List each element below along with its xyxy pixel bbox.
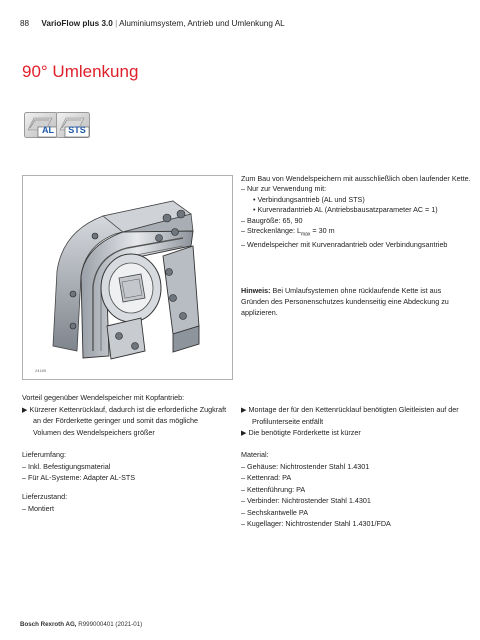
length-prefix: – Streckenlänge: L (241, 226, 301, 236)
scope-item: – Für AL-Systeme: Adapter AL-STS (22, 473, 136, 482)
al-badge (24, 112, 58, 138)
length-subscript: max (300, 231, 311, 238)
description-item: – Baugröße: 65, 90 (241, 215, 303, 225)
header-separator: | (115, 19, 118, 28)
figure-number: 24165 (35, 368, 47, 373)
condition-block (22, 491, 227, 514)
length-suffix: = 30 m (310, 226, 335, 236)
material-item: – Kettenführung: PA (241, 484, 306, 494)
advantages-heading: Vorteil gegenüber Wendelspeicher mit Kopfantrieb: (22, 393, 185, 402)
al-badge-label: AL (42, 125, 54, 135)
sts-badge-label: STS (68, 125, 86, 135)
hint-text: Bei Umlaufsystemen ohne rücklaufende Kette ist aus Gründen des Personenschutzes kundenseitig eine Abdeckung zu applizieren. (241, 286, 449, 317)
material-block (241, 449, 466, 530)
material-item: – Kettenrad: PA (241, 473, 292, 482)
material-item: – Kugellager: Nichtrostender Stahl 1.4301/FDA (241, 519, 391, 528)
sts-badge (56, 112, 90, 138)
product-brand: VarioFlow plus 3.0 (41, 19, 113, 28)
material-heading: Material: (241, 450, 269, 459)
advantages-right (241, 404, 466, 439)
page-title: 90° Umlenkung (22, 62, 139, 81)
page-header (20, 19, 285, 28)
product-image-frame (22, 175, 233, 380)
description-subitem: • Verbindungsantrieb (AL und STS) (253, 194, 365, 204)
header-subtitle: Aluminiumsystem, Antrieb und Umlenkung AL (119, 19, 285, 28)
advantages-left (22, 392, 227, 438)
advantage-item: ▶ Kürzerer Kettenrücklauf, dadurch ist die erforderliche Zugkraft an der Förderkette geringer und somit das mögliche Volumen des Wendelspeichers größer (22, 404, 227, 437)
description-subitem: • Kurvenradantrieb AL (Antriebsbausatzparameter AC = 1) (253, 205, 438, 215)
scope-block (22, 449, 227, 484)
page-footer (20, 621, 142, 628)
scope-heading: Lieferumfang: (22, 450, 66, 459)
condition-item: – Montiert (22, 503, 54, 513)
description-item: – Wendelspeicher mit Kurvenradantrieb oder Verbindungsantrieb (241, 239, 448, 249)
material-item: – Sechskantwelle PA (241, 507, 308, 517)
scope-item: – Inkl. Befestigungsmaterial (22, 461, 111, 471)
hint-block (241, 285, 466, 318)
advantage-item: ▶ Montage der für den Kettenrücklauf benötigten Gleitleisten auf der Profilunterseite entfällt (241, 405, 459, 426)
advantage-item: ▶ Die benötigte Förderkette ist kürzer (241, 428, 361, 437)
hint-label: Hinweis: (241, 286, 271, 295)
footer-docnum: R999000401 (2021-01) (76, 621, 143, 628)
page-number: 88 (20, 19, 30, 28)
description-block (241, 174, 471, 250)
description-intro: Zum Bau von Wendelspeichern mit ausschließlich oben laufender Kette. (241, 174, 471, 183)
description-item: – Nur zur Verwendung mit: (241, 184, 327, 194)
material-item: – Gehäuse: Nichtrostender Stahl 1.4301 (241, 461, 370, 471)
condition-heading: Lieferzustand: (22, 492, 68, 501)
bend-90-illustration (23, 176, 232, 379)
description-item-length (241, 226, 471, 240)
footer-company: Bosch Rexroth AG, (20, 621, 77, 628)
material-item: – Verbinder: Nichtrostender Stahl 1.4301 (241, 496, 371, 505)
